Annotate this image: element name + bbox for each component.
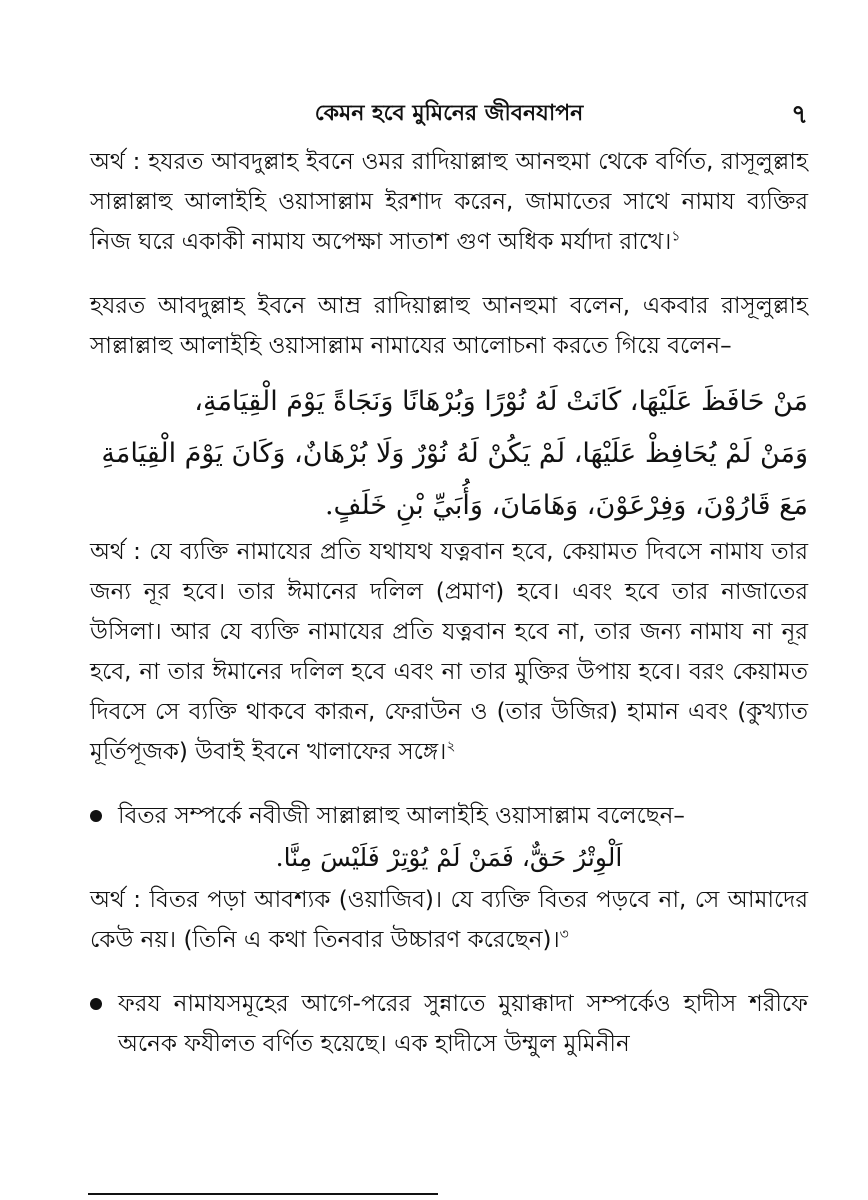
paragraph-text: হযরত আবদুল্লাহ ইবনে আম্র রাদিয়াল্লাহু আনহুমা বলেন, একবার রাসূলুল্লাহ সাল্লাল্লাহু আলাইহি ওয়াসাল্লাম নামাযের আলোচনা করতে গিয়ে বলেন– [90,293,808,359]
paragraph-text: হযরত আবদুল্লাহ ইবনে ওমর রাদিয়াল্লাহু আনহুমা থেকে বর্ণিত, রাসূলুল্লাহ সাল্লাল্লাহু আলাইহি ওয়াসাল্লাম ইরশাদ করেন, জামাতের সাথে নামায ব্যক্তির নিজ ঘরে একাকী নামায অপেক্ষা সাতাশ গুণ অধিক মর্যাদা রাখে। [90,149,809,255]
narration-paragraph [90,286,808,366]
bullet-item-sunnah [90,984,808,1064]
bullet-text: বিতর সম্পর্কে নবীজী সাল্লাল্লাহু আলাইহি ওয়াসাল্লাম বলেছেন– [118,803,685,829]
footnote-marker: ২ [446,738,456,755]
running-title: কেমন হবে মুমিনের জীবনযাপন [314,101,584,126]
paragraph-text: যে ব্যক্তি নামাযের প্রতি যথাযথ যত্নবান হবে, কেয়ামত দিবসে নামায তার জন্য নূর হবে। তার ঈমানের দলিল (প্রমাণ) হবে। এবং হবে তার নাজাতের উসিলা। আর যে ব্যক্তি নামাযের প্রতি যত্নবান হবে না, তার জন্য নামায না নূর হবে, না তার ঈমানের দলিল হবে এবং না তার মুক্তির উপায় হবে। বরং কেয়ামত দিবসে সে ব্যক্তি থাকবে কারূন, ফেরাউন ও (তার উজির) হামান এবং (কুখ্যাত মূর্তিপূজক) উবাই ইবনে খালাফের সঙ্গে। [90,539,808,765]
arabic-line: مَعَ قَارُوْنَ، وَفِرْعَوْنَ، وَهَامَانَ، وَأُبَيِّ بْنِ خَلَفٍ. [324,490,808,521]
meaning-label: অর্থ : [90,887,142,913]
meaning-label: অর্থ : [90,149,141,175]
bullet-dot-icon [90,810,102,822]
arabic-hadith-2 [90,836,808,880]
translation-paragraph-1 [90,142,808,262]
footnote-marker: ৩ [559,926,569,943]
arabic-line: وَمَنْ لَمْ يُحَافِظْ عَلَيْهَا، لَمْ يَكُنْ لَهُ نُوْرٌ وَلَا بُرْهَانٌ، وَكَانَ يَوْمَ الْقِيَامَةِ [101,438,808,469]
translation-paragraph-2 [90,532,808,772]
footnote-marker: ১ [671,228,681,245]
arabic-line: اَلْوِتْرُ حَقٌّ، فَمَنْ لَمْ يُوْتِرْ فَلَيْسَ مِنَّا. [275,843,623,872]
meaning-label: অর্থ : [90,539,141,565]
page-header [90,92,808,132]
translation-paragraph-3 [90,880,808,960]
arabic-line: مَنْ حَافَظَ عَلَيْهَا، كَانَتْ لَهُ نُوْرًا وَبُرْهَانًا وَنَجَاةً يَوْمَ الْقِيَامَةِ، [194,386,808,417]
arabic-hadith-1 [90,376,808,532]
bullet-item-witr [90,796,808,836]
footnote-divider [88,1193,438,1195]
page-number: ৭ [791,100,808,130]
bullet-dot-icon [90,998,102,1010]
paragraph-text: বিতর পড়া আবশ্যক (ওয়াজিব)। যে ব্যক্তি বিতর পড়বে না, সে আমাদের কেউ নয়। (তিনি এ কথা তিনবার উচ্চারণ করেছেন)। [90,887,808,953]
page-body [90,142,808,1064]
bullet-text: ফরয নামাযসমূহের আগে-পরের সুন্নাতে মুয়াক্কাদা সম্পর্কেও হাদীস শরীফে অনেক ফযীলত বর্ণিত হয়েছে। এক হাদীসে উম্মুল মুমিনীন [118,991,808,1057]
